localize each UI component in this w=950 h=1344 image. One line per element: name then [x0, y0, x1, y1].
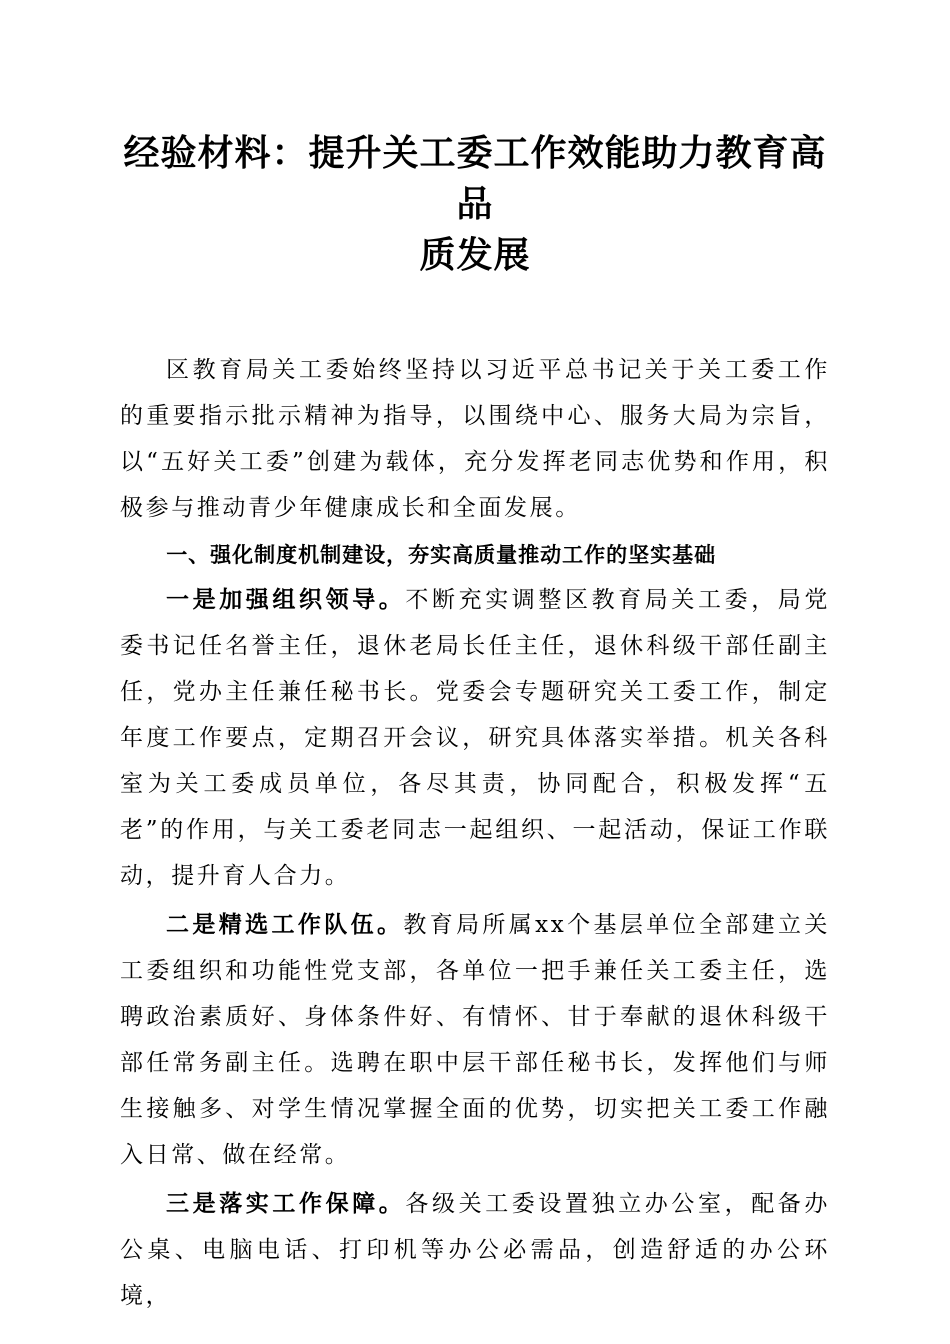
item-lead-1: 一是加强组织领导。 [166, 586, 406, 613]
item-lead-2: 二是精选工作队伍。 [166, 911, 404, 938]
document-title [120, 128, 830, 281]
item-text-2: 教育局所属xx个基层单位全部建立关工委组织和功能性党支部，各单位一把手兼任关工委主任，选聘政治素质好、身体条件好、有情怀、甘于奉献的退休科级干部任常务副主任。选聘在职中层干部任秘书长，发挥他们与师生接触多、对学生情况掌握全面的优势，切实把关工委工作融入日常、做在经常。 [120, 912, 830, 1168]
section-heading-1: 一、强化制度机制建设，夯实高质量推动工作的坚实基础 [166, 543, 717, 567]
item-paragraph-2 [120, 902, 830, 1178]
item-text-3: 各级关工委设置独立办公室，配备办公桌、电脑电话、打印机等办公必需品，创造舒适的办公环境， [120, 1191, 830, 1309]
document-body [120, 347, 830, 1319]
item-lead-3: 三是落实工作保障。 [166, 1190, 406, 1217]
item-paragraph-3 [120, 1181, 830, 1319]
item-text-1: 不断充实调整区教育局关工委，局党委书记任名誉主任，退休老局长任主任，退休科级干部任副主任，党办主任兼任秘书长。党委会专题研究关工委工作，制定年度工作要点，定期召开会议，研究具体落实举措。机关各科室为关工委成员单位，各尽其责，协同配合，积极发挥“五老”的作用，与关工委老同志一起组织、一起活动，保证工作联动，提升育人合力。 [120, 587, 830, 889]
title-line-2: 质发展 [419, 234, 531, 276]
item-paragraph-1 [120, 577, 830, 899]
intro-paragraph: 区教育局关工委始终坚持以习近平总书记关于关工委工作的重要指示批示精神为指导，以围绕中心、服务大局为宗旨，以“五好关工委”创建为载体，充分发挥老同志优势和作用，积极参与推动青少年健康成长和全面发展。 [120, 357, 830, 521]
title-line-1: 经验材料：提升关工委工作效能助力教育高品 [123, 132, 827, 225]
